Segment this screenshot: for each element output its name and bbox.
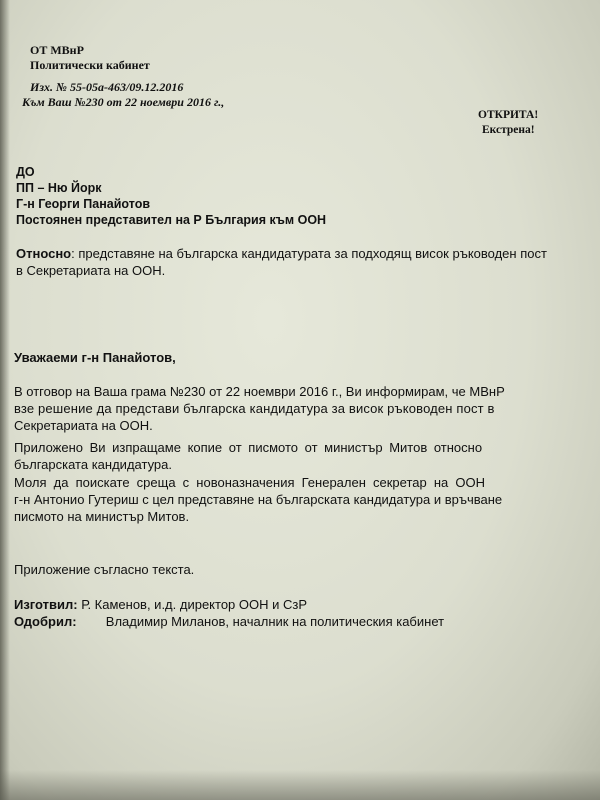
paragraph-1-line-3: Секретариата на ООН. [14,418,153,433]
recipient-title: Постоянен представител на Р България към ООН [16,213,327,227]
reply-reference: Към Ваш №230 от 22 ноември 2016 г., [22,95,225,109]
classification-urgency: Екстрена! [482,124,535,136]
paragraph-1-line-2: взе решение да представи българска кандидатура за висок ръководен пост в [14,401,495,416]
subject-line-2: в Секретариата на ООН. [16,263,166,278]
paragraph-3-line-1: Моля да поискате среща с новоназначения Генерален секретар на ООН [14,475,485,490]
classification-level: ОТКРИТА! [478,109,539,121]
paper-shadow-bottom [0,770,600,800]
paragraph-1-line-1: В отговор на Ваша грама №230 от 22 ноември 2016 г., Ви информирам, че МВнР [14,384,505,399]
paragraph-3-line-3: писмото на министър Митов. [14,509,190,524]
paragraph-2-line-2: българската кандидатура. [14,457,172,472]
outgoing-reference: Изх. № 55-05а-463/09.12.2016 [30,80,184,94]
attachment-note: Приложение съгласно текста. [14,562,195,577]
to-label: ДО [16,165,35,179]
approved-label: Одобрил: [14,614,77,629]
subject-text: : представяне на българска кандидатурата за подходящ висок ръководен пост [71,246,547,261]
sender-line: ОТ МВнР [30,43,84,57]
approved-by: Владимир Миланов, началник на политическия кабинет [105,614,445,629]
prepared-label: Изготвил: [14,597,78,612]
department-line: Политически кабинет [30,58,150,72]
subject-line-1 [16,246,547,261]
subject-label: Относно [16,246,72,261]
approved-by-line [14,614,444,629]
recipient-name: Г-н Георги Панайотов [16,197,151,211]
paragraph-2-line-1: Приложено Ви изпращаме копие от писмото от министър Митов относно [14,440,483,455]
prepared-by-line [14,597,307,612]
recipient-mission: ПП – Ню Йорк [16,181,102,195]
prepared-by: Р. Каменов, и.д. директор ООН и СзР [81,597,308,612]
paper-shadow-left [0,0,10,800]
paragraph-3-line-2: г-н Антонио Гутериш с цел представяне на българската кандидатура и връчване [14,492,503,507]
salutation: Уважаеми г-н Панайотов, [14,350,176,365]
